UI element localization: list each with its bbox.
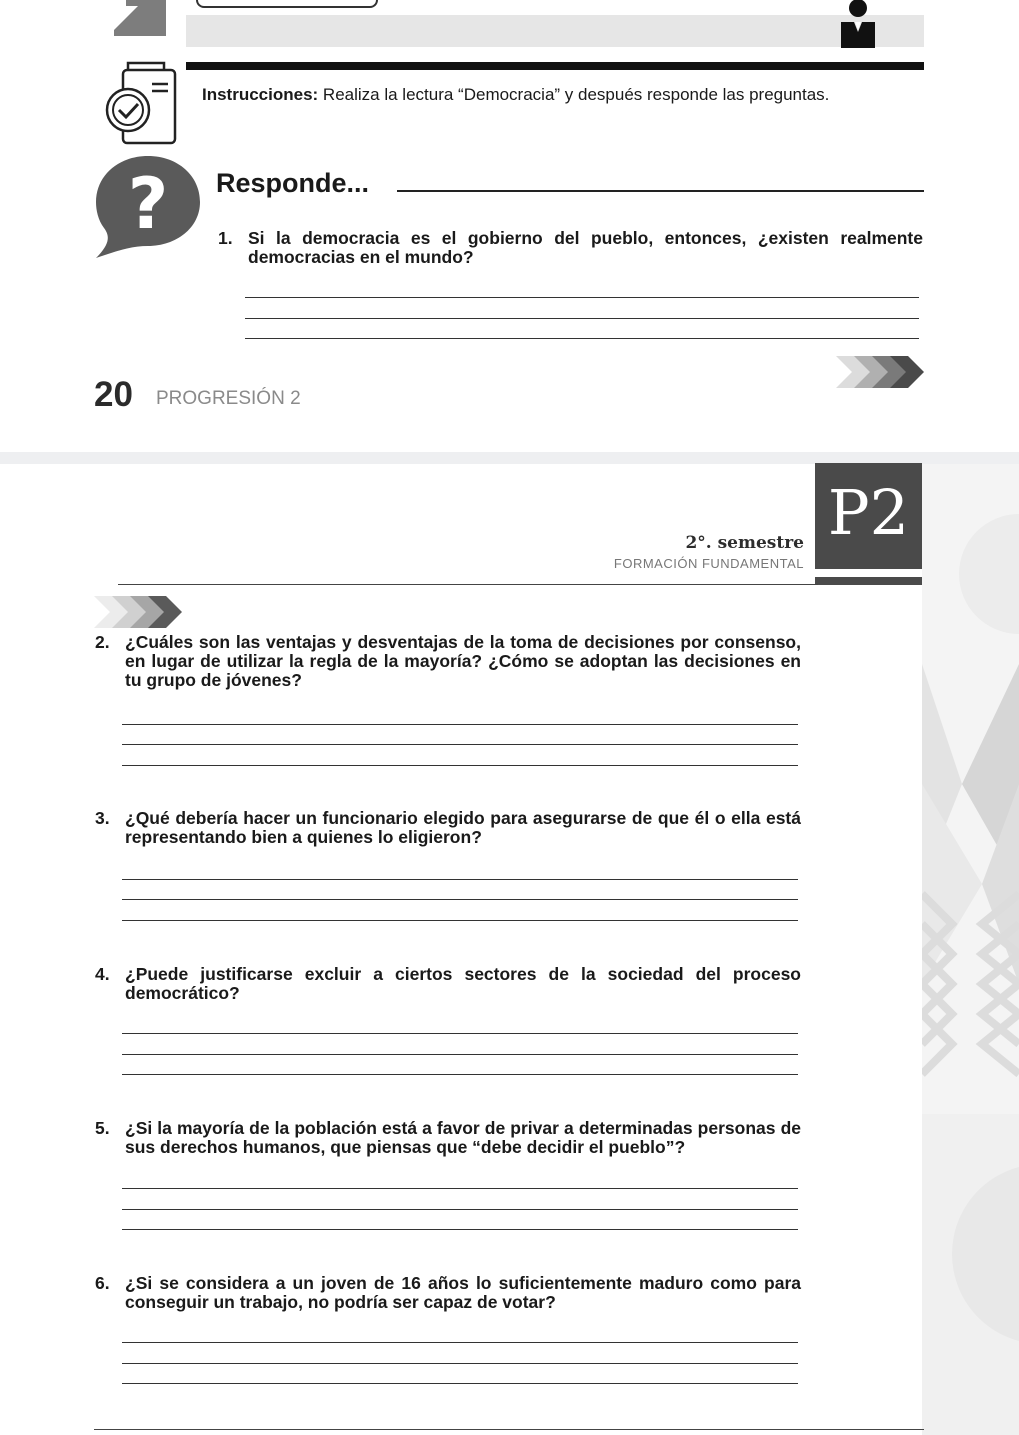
question-number: 6. bbox=[95, 1273, 110, 1293]
responde-underline bbox=[397, 190, 924, 192]
person-icon bbox=[838, 0, 878, 50]
chevron-arrows-icon bbox=[836, 356, 924, 388]
question-2 bbox=[95, 633, 801, 690]
checklist-clipboard-icon bbox=[104, 60, 178, 146]
section-title-pill bbox=[196, 0, 378, 8]
chevron-arrows-icon bbox=[94, 596, 182, 628]
answer-line[interactable] bbox=[122, 1054, 798, 1055]
answer-line[interactable] bbox=[122, 1074, 798, 1075]
answer-line[interactable] bbox=[122, 879, 798, 880]
progression-label: PROGRESIÓN 2 bbox=[156, 388, 301, 409]
answer-line[interactable] bbox=[122, 920, 798, 921]
question-number: 5. bbox=[95, 1118, 110, 1138]
p2-underline bbox=[815, 577, 922, 585]
answer-line[interactable] bbox=[122, 1363, 798, 1364]
question-6 bbox=[95, 1274, 801, 1312]
semester-label: 2°. semestre bbox=[685, 533, 804, 553]
question-3 bbox=[95, 809, 801, 847]
question-text: Si la democracia es el gobierno del pueblo, entonces, ¿existen realmente democracias en el mundo? bbox=[248, 228, 923, 267]
question-4 bbox=[95, 965, 801, 1003]
answer-line[interactable] bbox=[122, 744, 798, 745]
instructions-text: Realiza la lectura “Democracia” y después responde las preguntas. bbox=[318, 85, 830, 104]
question-1 bbox=[218, 229, 923, 267]
section-number-fragment-icon bbox=[112, 0, 168, 36]
question-text: ¿Si la mayoría de la población está a favor de privar a determinadas personas de sus derechos humanos, que piensas que “debe decidir el pueblo”? bbox=[125, 1118, 801, 1157]
answer-line[interactable] bbox=[122, 899, 798, 900]
question-number: 4. bbox=[95, 964, 110, 984]
decorative-pattern-icon bbox=[922, 464, 1019, 1435]
answer-line[interactable] bbox=[122, 1383, 798, 1384]
answer-line[interactable] bbox=[122, 1229, 798, 1230]
question-text: ¿Si se considera a un joven de 16 años lo suficientemente maduro como para conseguir un trabajo, no podría ser capaz de votar? bbox=[125, 1273, 801, 1312]
answer-line[interactable] bbox=[245, 297, 919, 298]
question-number: 2. bbox=[95, 632, 110, 652]
p2-badge-text: P2 bbox=[827, 476, 910, 549]
header-separator bbox=[118, 584, 818, 585]
instructions bbox=[202, 84, 922, 106]
responde-title: Responde... bbox=[216, 168, 370, 198]
question-number: 1. bbox=[218, 228, 233, 248]
question-number: 3. bbox=[95, 808, 110, 828]
question-text: ¿Cuáles son las ventajas y desventajas de la toma de decisiones por consenso, en lugar de utilizar la regla de la mayoría? ¿Cómo se adoptan las decisiones en tu grupo de jóvenes? bbox=[125, 632, 801, 690]
header-black-bar bbox=[186, 62, 924, 70]
question-5 bbox=[95, 1119, 801, 1157]
instructions-label: Instrucciones: bbox=[202, 85, 319, 104]
formation-label: FORMACIÓN FUNDAMENTAL bbox=[613, 556, 804, 571]
answer-line[interactable] bbox=[122, 1342, 798, 1343]
svg-text:?: ? bbox=[127, 163, 169, 245]
question-mark-bubble-icon bbox=[92, 152, 204, 262]
answer-line[interactable] bbox=[122, 765, 798, 766]
page-number: 20 bbox=[94, 375, 133, 414]
answer-line[interactable] bbox=[122, 1209, 798, 1210]
answer-line[interactable] bbox=[245, 338, 919, 339]
footer-rule bbox=[94, 1429, 924, 1430]
answer-line[interactable] bbox=[122, 1033, 798, 1034]
header-band bbox=[186, 15, 924, 47]
question-text: ¿Puede justificarse excluir a ciertos sectores de la sociedad del proceso democrático? bbox=[125, 964, 801, 1003]
answer-line[interactable] bbox=[122, 1188, 798, 1189]
question-text: ¿Qué debería hacer un funcionario elegido para asegurarse de que él o ella está representando bien a quienes lo eligieron? bbox=[125, 808, 801, 847]
answer-line[interactable] bbox=[245, 318, 919, 319]
answer-line[interactable] bbox=[122, 724, 798, 725]
